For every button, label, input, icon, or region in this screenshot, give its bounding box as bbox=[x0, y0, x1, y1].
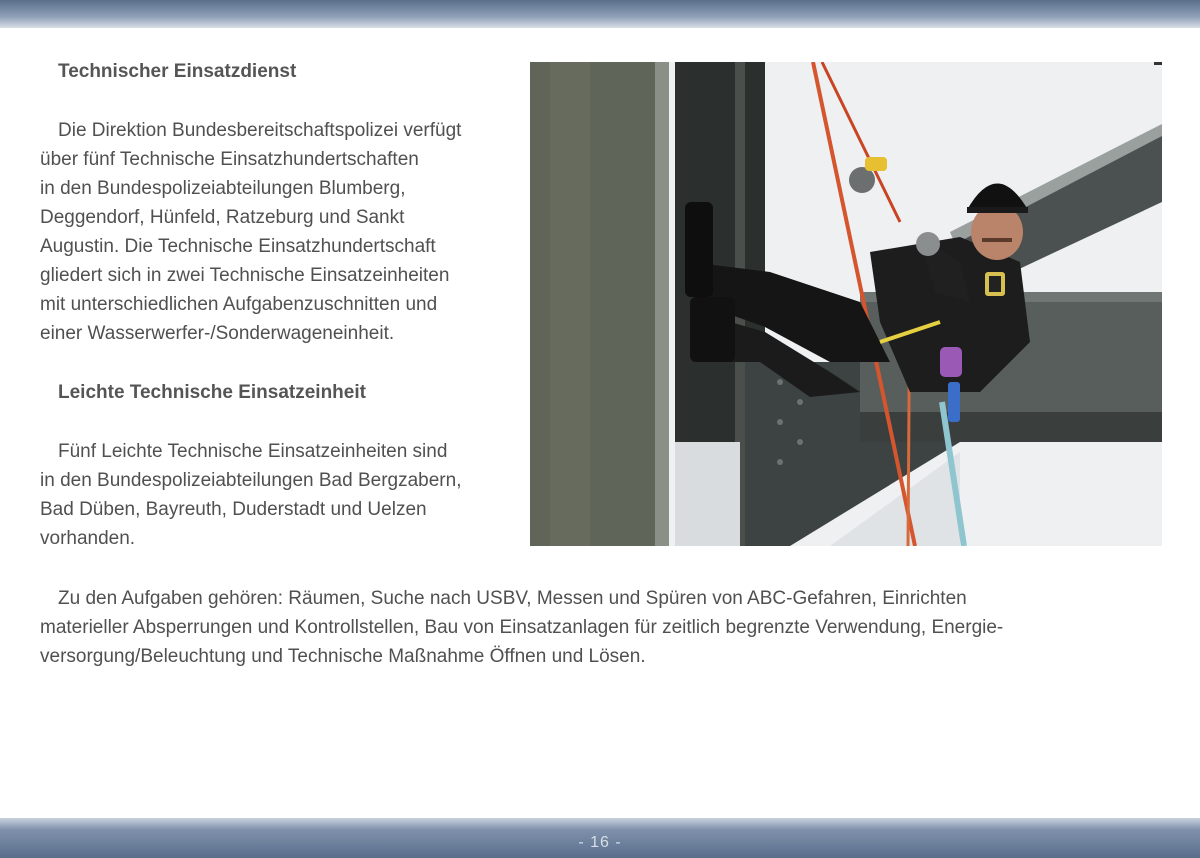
section-heading-technischer-einsatzdienst: Technischer Einsatzdienst bbox=[58, 61, 297, 82]
paragraph-line: Bad Düben, Bayreuth, Duderstadt und Uelzen bbox=[40, 499, 427, 520]
corner-mark bbox=[1154, 62, 1162, 65]
section-paragraph-1 bbox=[40, 116, 520, 348]
paragraph-line: vorhanden. bbox=[40, 528, 136, 549]
photo-illustration bbox=[530, 62, 1162, 546]
section-paragraph-tasks bbox=[40, 584, 1130, 671]
paragraph-line: einer Wasserwerfer-/Sonderwageneinheit. bbox=[40, 323, 395, 344]
paragraph-line: in den Bundespolizeiabteilungen Bad Bergzabern, bbox=[40, 470, 462, 491]
paragraph-line: in den Bundespolizeiabteilungen Blumberg, bbox=[40, 178, 406, 199]
page-number: - 16 - bbox=[578, 834, 622, 851]
section-heading-leichte-einsatzeinheit: Leichte Technische Einsatzeinheit bbox=[58, 382, 366, 403]
paragraph-line: versorgung/Beleuchtung und Technische Maßnahme Öffnen und Lösen. bbox=[40, 646, 646, 667]
paragraph-line: gliedert sich in zwei Technische Einsatzeinheiten bbox=[40, 265, 450, 286]
paragraph-line: Die Direktion Bundesbereitschaftspolizei verfügt bbox=[58, 120, 462, 141]
paragraph-line: über fünf Technische Einsatzhundertschaften bbox=[40, 149, 419, 170]
paragraph-line: Deggendorf, Hünfeld, Ratzeburg und Sankt bbox=[40, 207, 405, 228]
paragraph-line: materieller Absperrungen und Kontrollstellen, Bau von Einsatzanlagen für zeitlich begrenzte Verwendung, Energie- bbox=[40, 617, 1004, 638]
section-paragraph-2 bbox=[40, 437, 520, 553]
header-band bbox=[0, 0, 1200, 28]
rappelling-officer-photo bbox=[530, 62, 1162, 546]
paragraph-line: mit unterschiedlichen Aufgabenzuschnitten und bbox=[40, 294, 438, 315]
paragraph-line: Fünf Leichte Technische Einsatzeinheiten sind bbox=[58, 441, 448, 462]
paragraph-line: Zu den Aufgaben gehören: Räumen, Suche nach USBV, Messen und Spüren von ABC-Gefahren, Einrichten bbox=[58, 588, 967, 609]
paragraph-line: Augustin. Die Technische Einsatzhundertschaft bbox=[40, 236, 436, 257]
